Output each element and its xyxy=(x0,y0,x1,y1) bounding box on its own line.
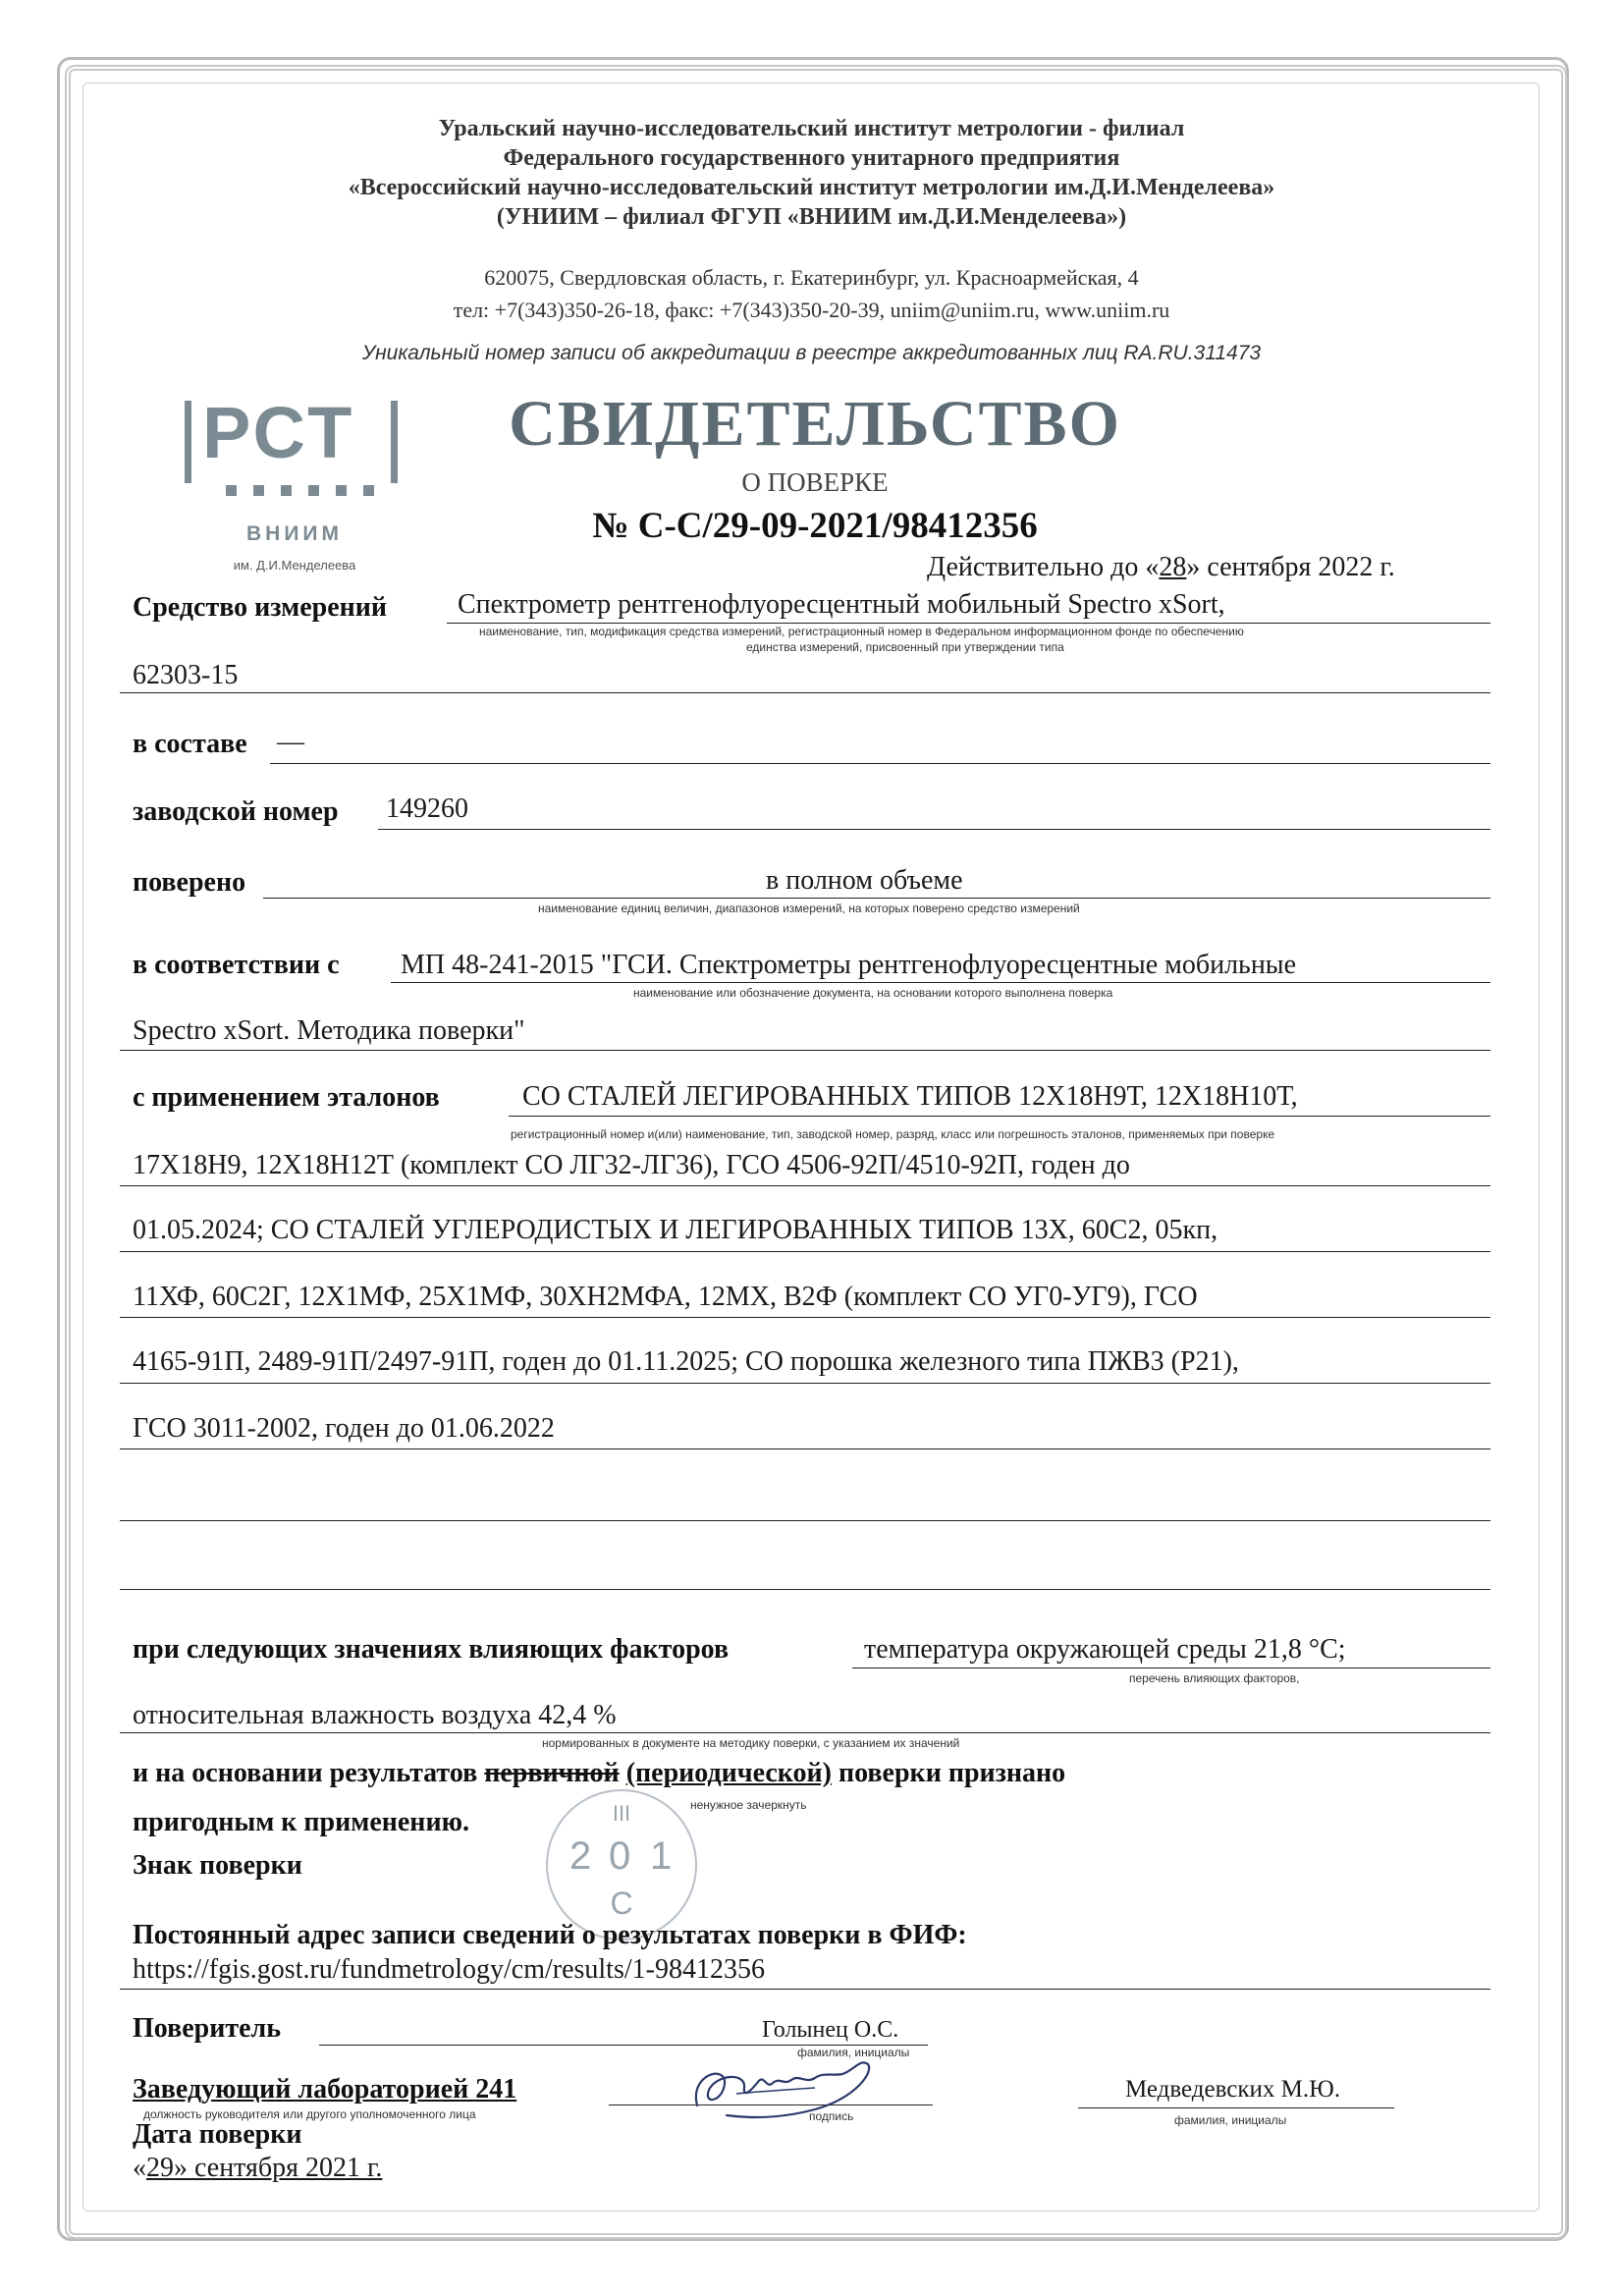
instrument-underline xyxy=(447,623,1490,624)
header-institute-line4: (УНИИМ – филиал ФГУП «ВНИИМ им.Д.И.Менделеева») xyxy=(496,204,1127,230)
standards-line1: СО СТАЛЕЙ ЛЕГИРОВАННЫХ ТИПОВ 12Х18Н9Т, 12Х18Н10Т, xyxy=(522,1081,1298,1112)
standards-underline4 xyxy=(120,1317,1490,1318)
fif-underline xyxy=(120,1989,1490,1990)
according-hint: наименование или обозначение документа, на основании которого выполнена поверка xyxy=(633,986,1113,1000)
certificate-title: СВИДЕТЕЛЬСТВО xyxy=(509,388,1121,460)
instrument-hint2: единства измерений, присвоенный при утверждении типа xyxy=(746,640,1064,654)
standards-line5: 4165-91П, 2489-91П/2497-91П, годен до 01.11.2025; СО порошка железного типа ПЖВ3 (Р21), xyxy=(133,1346,1239,1377)
header-institute-line1: Уральский научно-исследовательский институт метрологии - филиал xyxy=(438,116,1185,141)
certificate-number: № С-С/29-09-2021/98412356 xyxy=(592,506,1038,546)
according-value: МП 48-241-2015 "ГСИ. Спектрометры рентгенофлуоресцентные мобильные xyxy=(401,950,1297,980)
factors-value2: относительная влажность воздуха 42,4 % xyxy=(133,1700,617,1730)
verifier-name: Голынец О.С. xyxy=(762,2017,899,2043)
standards-line6: ГСО 3011-2002, годен до 01.06.2022 xyxy=(133,1413,555,1444)
composition-value: — xyxy=(277,727,304,757)
certificate-subtitle: О ПОВЕРКЕ xyxy=(741,467,889,497)
composition-underline xyxy=(270,763,1490,764)
stamp-digit-2: 2 xyxy=(569,1834,592,1878)
suitable-text: пригодным к применению. xyxy=(133,1807,469,1837)
standards-underline3 xyxy=(120,1251,1490,1252)
verified-hint: наименование единиц величин, диапазонов измерений, на которых поверено средство измерений xyxy=(538,902,1080,915)
factors-hint2: нормированных в документе на методику поверки, с указанием их значений xyxy=(542,1736,960,1750)
standards-line2: 17Х18Н9, 12Х18Н12Т (комплект СО ЛГ32-ЛГ36), ГСО 4506-92П/4510-92П, годен до xyxy=(133,1150,1130,1180)
serial-label: заводской номер xyxy=(133,796,339,827)
instrument-label: Средство измерений xyxy=(133,592,388,623)
verifier-hint: фамилия, инициалы xyxy=(797,2046,910,2059)
standards-underline7 xyxy=(120,1520,1490,1521)
date-value: «29» сентября 2021 г. xyxy=(133,2153,383,2183)
header-address: 620075, Свердловская область, г. Екатеринбург, ул. Красноармейская, 4 xyxy=(484,265,1139,290)
signature-mark xyxy=(668,2045,923,2128)
verified-value: в полном объеме xyxy=(766,865,963,896)
factors-value: температура окружающей среды 21,8 °С; xyxy=(864,1634,1346,1665)
basis-struck: первичной xyxy=(484,1758,620,1788)
head-name-underline xyxy=(1078,2107,1394,2108)
signature-hint: подпись xyxy=(809,2109,854,2123)
basis-kept: (периодической) xyxy=(625,1758,832,1788)
valid-until: Действительно до «28» сентября 2022 г. xyxy=(927,552,1395,582)
mark-label: Знак поверки xyxy=(133,1850,302,1881)
factors-hint: перечень влияющих факторов, xyxy=(1129,1671,1300,1685)
factors-label: при следующих значениях влияющих факторов xyxy=(133,1634,730,1665)
date-label: Дата поверки xyxy=(133,2119,302,2150)
factors-underline2 xyxy=(120,1732,1490,1733)
logo-name: ВНИИМ xyxy=(245,522,343,545)
according-label: в соответствии с xyxy=(133,950,340,980)
serial-value: 149260 xyxy=(386,793,468,824)
according-value2: Spectro xSort. Методика поверки" xyxy=(133,1015,525,1046)
vniim-logo xyxy=(177,393,412,584)
standards-line4: 11ХФ, 60С2Г, 12Х1МФ, 25Х1МФ, 30ХН2МФА, 12МХ, В2Ф (комплект СО УГ0-УГ9), ГСО xyxy=(133,1282,1198,1312)
stamp-letter: С xyxy=(610,1886,633,1921)
standards-underline8 xyxy=(120,1589,1490,1590)
head-hint: должность руководителя или другого уполномоченного лица xyxy=(143,2107,476,2121)
verified-label: поверено xyxy=(133,867,246,898)
standards-hint: регистрационный номер и(или) наименование, тип, заводской номер, разряд, класс или погрешность эталонов, применяемых при поверке xyxy=(511,1127,1275,1141)
verifier-label: Поверитель xyxy=(133,2013,282,2044)
composition-label: в составе xyxy=(133,729,247,759)
standards-underline2 xyxy=(120,1185,1490,1186)
stamp-roman: III xyxy=(612,1801,631,1826)
header-institute-line3: «Всероссийский научно-исследовательский институт метрологии им.Д.И.Менделеева» xyxy=(348,175,1275,200)
basis-hint: ненужное зачеркнуть xyxy=(690,1798,807,1812)
logo-subname: им. Д.И.Менделеева xyxy=(233,558,356,573)
according-underline2 xyxy=(120,1050,1490,1051)
stamp-digit-0: 0 xyxy=(609,1834,631,1878)
verified-underline xyxy=(263,898,1490,899)
instrument-value2: 62303-15 xyxy=(133,660,239,690)
stamp-digit-1: 1 xyxy=(650,1834,673,1878)
fif-label: Постоянный адрес записи сведений о результатах поверки в ФИФ: xyxy=(133,1920,967,1950)
verification-stamp xyxy=(546,1789,697,1941)
header-institute-line2: Федерального государственного унитарного предприятия xyxy=(503,145,1120,171)
standards-underline5 xyxy=(120,1383,1490,1384)
basis-line: и на основании результатов первичной (периодической) поверки признано xyxy=(133,1758,1066,1788)
factors-underline xyxy=(852,1667,1490,1668)
fif-url[interactable]: https://fgis.gost.ru/fundmetrology/cm/results/1-98412356 xyxy=(133,1954,765,1985)
serial-underline xyxy=(378,829,1490,830)
instrument-underline2 xyxy=(120,692,1490,693)
logo-mark: РСТ xyxy=(202,392,356,473)
according-underline xyxy=(391,982,1490,983)
instrument-hint1: наименование, тип, модификация средства измерений, регистрационный номер в Федеральном информационном фонде по обеспечению xyxy=(479,625,1244,638)
standards-line3: 01.05.2024; СО СТАЛЕЙ УГЛЕРОДИСТЫХ И ЛЕГИРОВАННЫХ ТИПОВ 13Х, 60С2, 05кп, xyxy=(133,1215,1218,1245)
standards-underline1 xyxy=(509,1116,1490,1117)
header-contacts: тел: +7(343)350-26-18, факс: +7(343)350-20-39, uniim@uniim.ru, www.uniim.ru xyxy=(453,298,1170,322)
head-name: Медведевских М.Ю. xyxy=(1125,2076,1341,2103)
date-day: 29 xyxy=(146,2153,174,2183)
standards-label: с применением эталонов xyxy=(133,1082,440,1113)
head-name-hint: фамилия, инициалы xyxy=(1174,2113,1287,2127)
instrument-value: Спектрометр рентгенофлуоресцентный мобильный Spectro xSort, xyxy=(458,589,1225,620)
head-label: Заведующий лабораторией 241 xyxy=(133,2074,517,2105)
valid-day: 28 xyxy=(1159,552,1187,582)
header-accreditation: Уникальный номер записи об аккредитации в реестре аккредитованных лиц RA.RU.311473 xyxy=(361,342,1262,364)
